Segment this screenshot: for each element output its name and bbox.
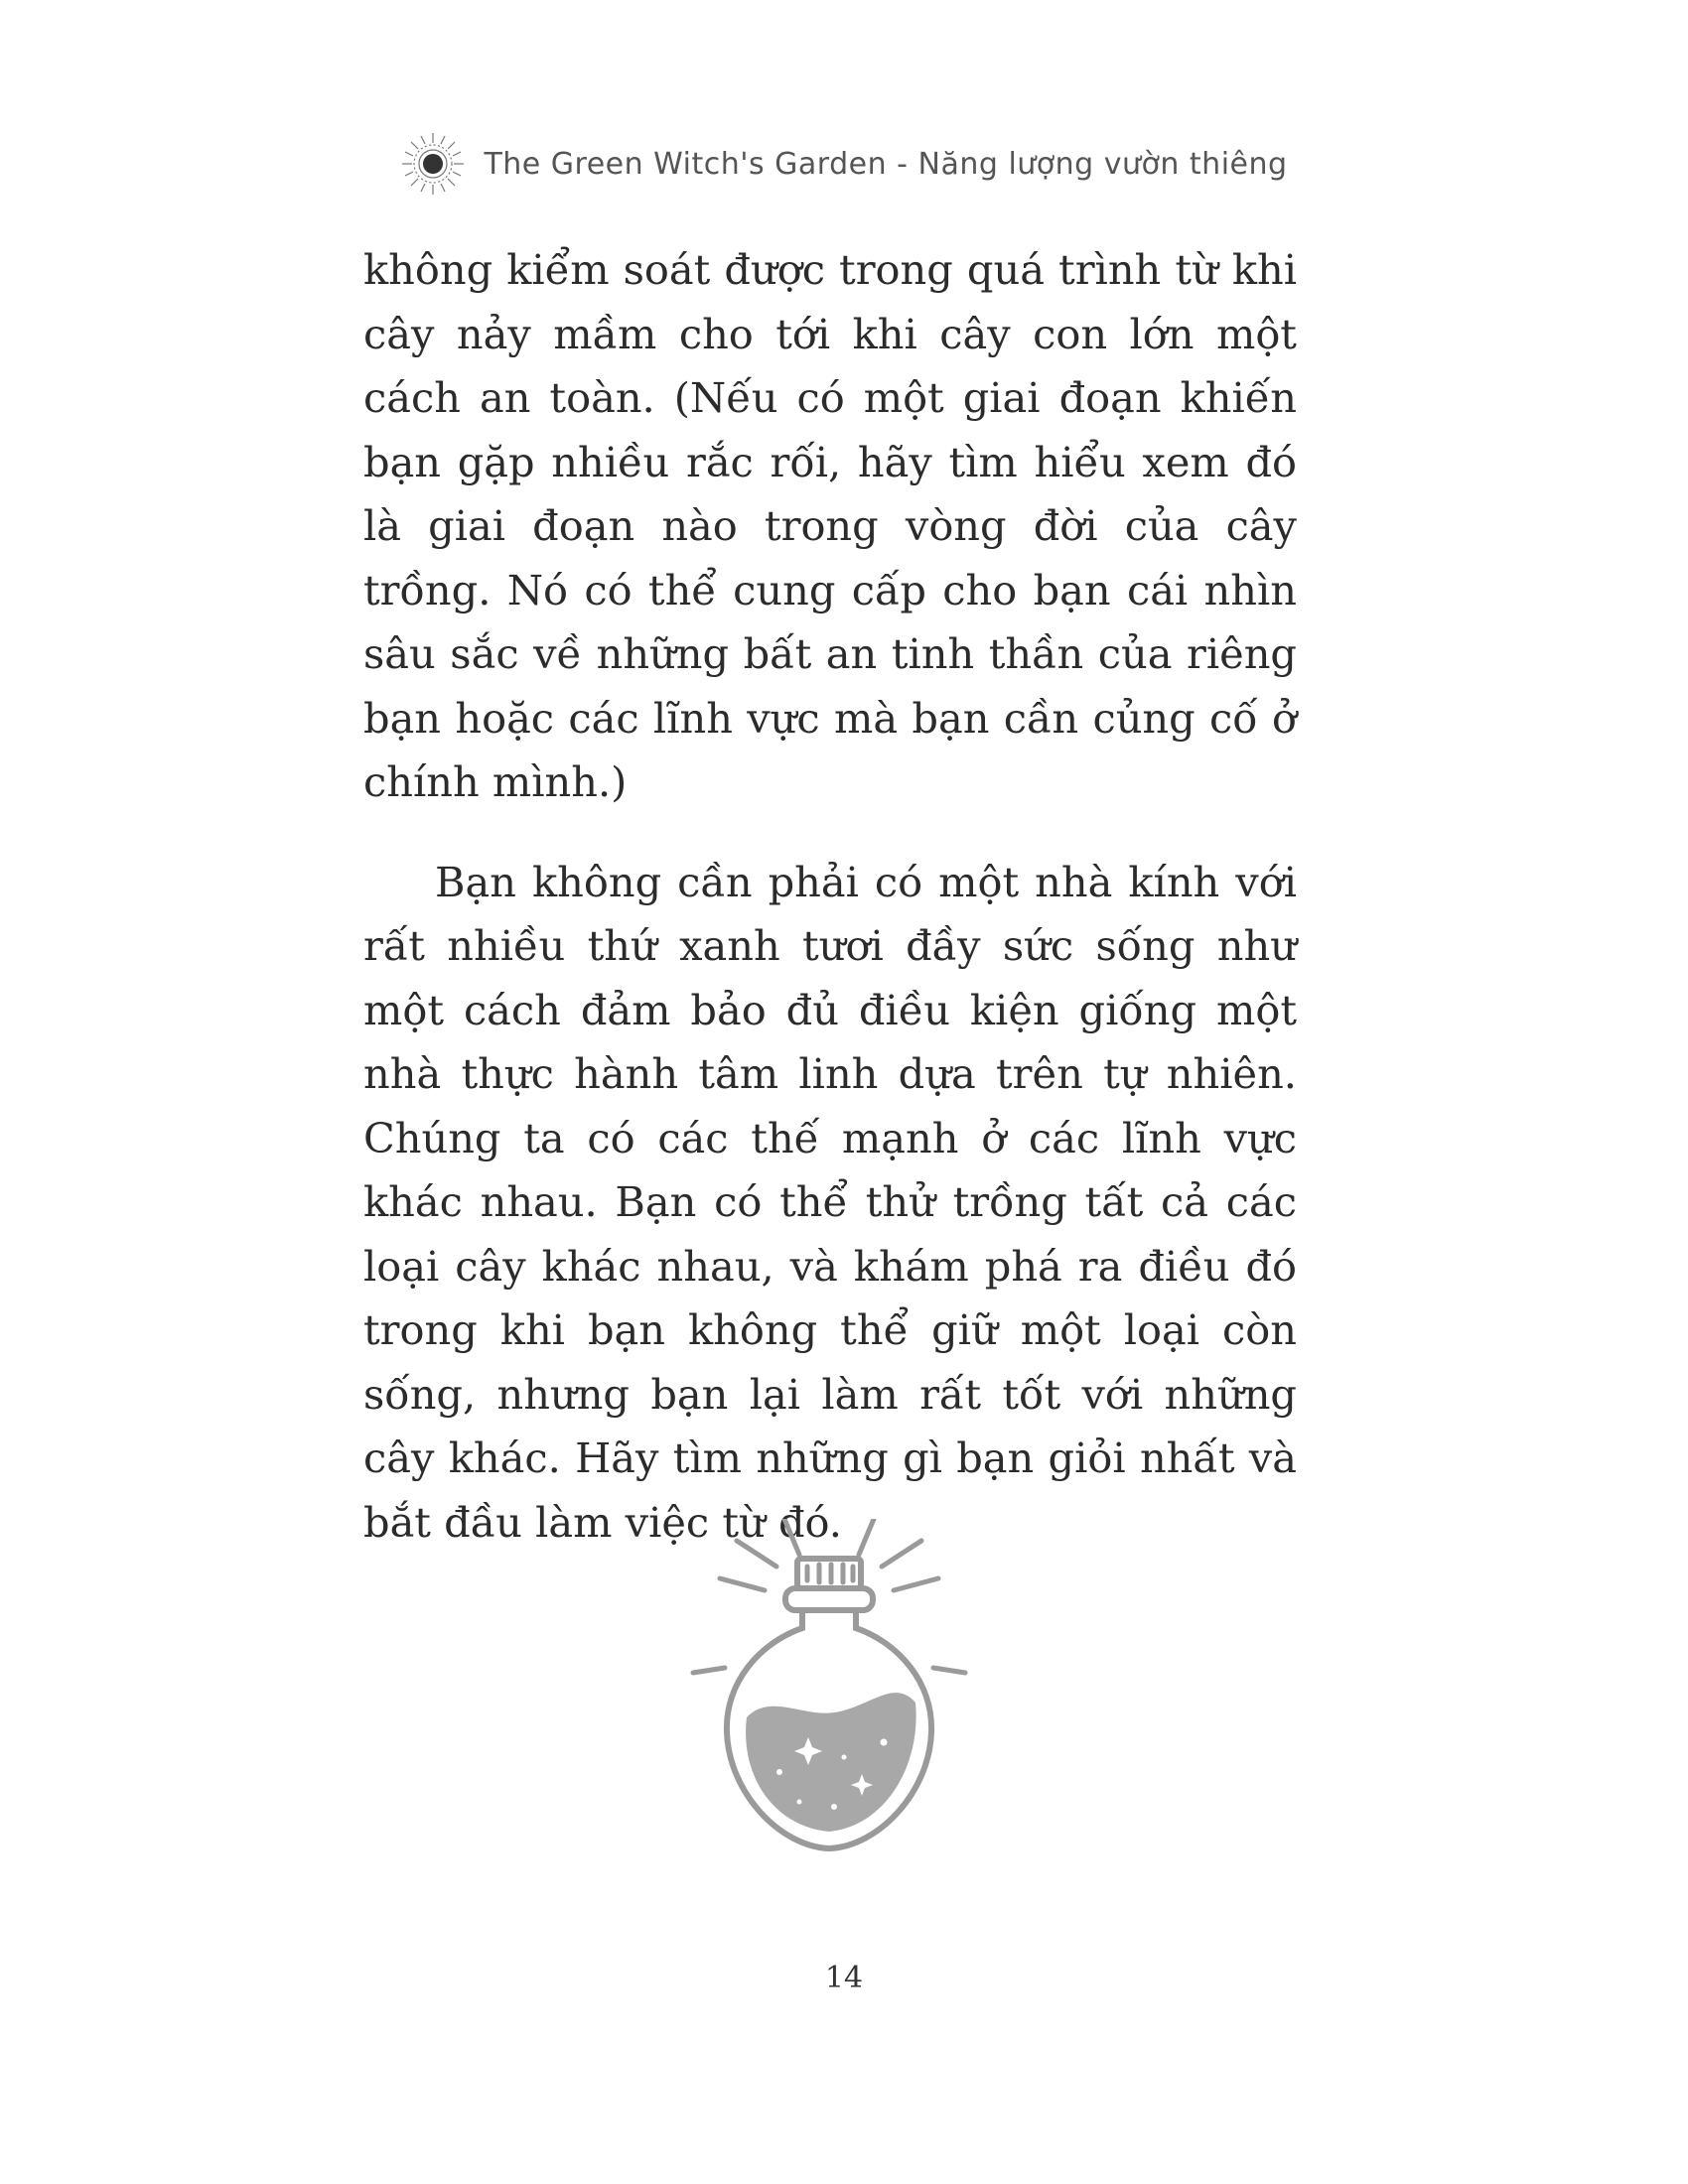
body-text bbox=[363, 238, 1297, 1555]
page-number: 14 bbox=[824, 1961, 864, 1995]
sun-ornament-icon bbox=[400, 131, 466, 197]
paragraph-2: Bạn không cần phải có một nhà kính với rất nhiều thứ xanh tươi đầy sức sống như một cách đảm bảo đủ điều kiện giống một nhà thực hành tâm linh dựa trên tự nhiên. Chúng ta có các thế mạnh ở các lĩnh vực khác nhau. Bạn có thể thử trồng tất cả các loại cây khác nhau, và khám phá ra điều đó trong khi bạn không thể giữ một loại còn sống, nhưng bạn lại làm rất tốt với những cây khác. Hãy tìm những gì bạn giỏi nhất và bắt đầu làm việc từ đó. bbox=[363, 857, 1297, 1547]
paragraph-1: không kiểm soát được trong quá trình từ khi cây nảy mầm cho tới khi cây con lớn một cách an toàn. (Nếu có một giai đoạn khiến bạn gặp nhiều rắc rối, hãy tìm hiểu xem đó là giai đoạn nào trong vòng đời của cây trồng. Nó có thể cung cấp cho bạn cái nhìn sâu sắc về những bất an tinh thần của riêng bạn hoặc các lĩnh vực mà bạn cần củng cố ở chính mình.) bbox=[363, 245, 1297, 806]
running-header-title: The Green Witch's Garden - Năng lượng vườn thiêng bbox=[484, 146, 1288, 182]
potion-bottle-icon bbox=[685, 1519, 973, 1856]
running-header bbox=[0, 129, 1688, 199]
